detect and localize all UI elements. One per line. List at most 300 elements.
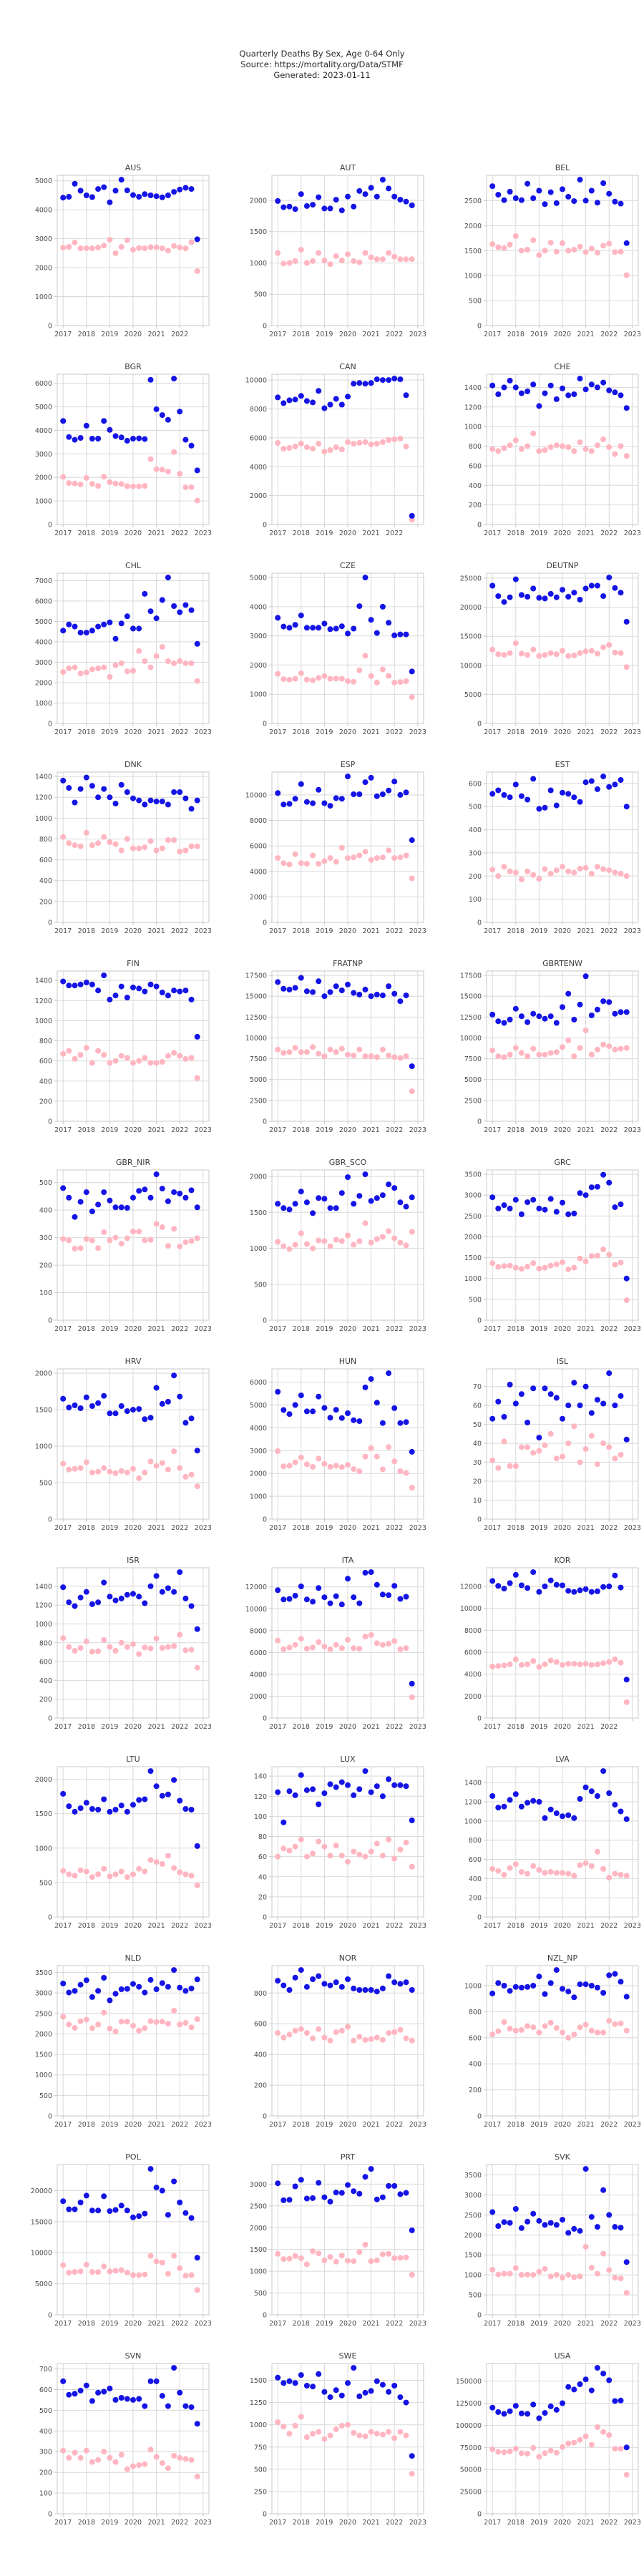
x-tick-label: 2017	[484, 331, 502, 338]
female-point	[351, 1645, 356, 1651]
y-tick-label: 0	[262, 322, 267, 331]
x-tick-label: 2019	[530, 1723, 548, 1731]
figure-generated: Generated: 2023-01-11	[273, 70, 371, 80]
x-tick-label: 2022	[600, 1524, 618, 1532]
y-tick-label: 0	[262, 2510, 267, 2519]
male-point	[160, 1793, 165, 1799]
subplot-svg-CZE	[215, 557, 429, 756]
y-tick-label: 800	[39, 1038, 52, 1045]
female-point	[321, 2035, 327, 2041]
x-tick-label: 2020	[553, 1723, 572, 1731]
female-point	[618, 444, 624, 449]
male-point	[495, 2223, 501, 2229]
female-point	[293, 1844, 298, 1850]
female-point	[89, 1874, 95, 1880]
male-point	[554, 1967, 560, 1973]
female-point	[560, 864, 565, 869]
female-point	[304, 444, 310, 450]
male-point	[600, 1768, 606, 1774]
female-point	[525, 869, 530, 874]
y-tick-label: 100	[39, 1289, 52, 1297]
subplot-title: NOR	[338, 1953, 357, 1963]
female-point	[554, 1262, 560, 1267]
female-point	[542, 248, 548, 253]
female-point	[502, 652, 507, 658]
male-point	[119, 434, 125, 440]
female-point	[287, 1463, 293, 1468]
female-point	[298, 1455, 304, 1460]
female-point	[89, 1649, 95, 1654]
male-point	[321, 205, 327, 211]
male-point	[89, 628, 95, 633]
x-tick-label: 2022	[600, 2320, 618, 2328]
male-point	[101, 1393, 107, 1399]
male-point	[328, 1415, 333, 1420]
male-point	[310, 1786, 316, 1792]
male-point	[280, 1205, 286, 1211]
male-point	[397, 197, 403, 203]
male-point	[78, 1199, 84, 1205]
female-point	[142, 658, 147, 664]
male-point	[612, 1402, 618, 1408]
x-tick-label: 2020	[124, 1922, 142, 1930]
female-point	[612, 1455, 618, 1461]
female-point	[391, 1855, 397, 1861]
male-point	[369, 1790, 374, 1795]
male-point	[195, 467, 200, 473]
male-point	[404, 392, 409, 398]
female-point	[171, 2253, 177, 2259]
female-point	[374, 1054, 380, 1060]
female-point	[101, 1637, 107, 1643]
female-point	[618, 249, 624, 255]
subplot-title: NZL_NP	[547, 1953, 578, 1963]
female-point	[136, 2273, 142, 2278]
x-tick-label: 2021	[147, 331, 165, 338]
female-point	[78, 1465, 84, 1471]
subplot-svg-HUN	[215, 1353, 429, 1552]
male-point	[142, 591, 147, 597]
male-point	[107, 1594, 112, 1599]
female-point	[339, 2253, 345, 2258]
female-point	[182, 1239, 188, 1245]
female-point	[345, 1637, 351, 1643]
female-point	[165, 2465, 171, 2471]
y-tick-label: 600	[253, 2020, 267, 2029]
female-point	[583, 648, 589, 654]
y-tick-label: 6000	[34, 380, 52, 389]
female-point	[148, 2253, 154, 2259]
female-point	[142, 1237, 147, 1243]
male-point	[583, 586, 589, 592]
x-tick-label: 2017	[269, 331, 287, 338]
female-point	[310, 2431, 316, 2436]
female-point	[530, 238, 536, 243]
male-point	[177, 610, 182, 615]
x-tick-label: 2023	[409, 728, 426, 736]
female-point	[502, 445, 507, 451]
y-tick-label: 2000	[34, 2031, 52, 2039]
male-point	[84, 2383, 89, 2389]
female-point	[536, 253, 542, 258]
y-tick-label: 1000	[464, 2271, 482, 2280]
subplot-SWE	[215, 2348, 429, 2547]
female-point	[489, 2267, 495, 2273]
male-point	[583, 197, 589, 203]
male-point	[495, 788, 501, 794]
male-point	[154, 2379, 160, 2384]
male-point	[345, 2182, 351, 2188]
male-point	[78, 1982, 84, 1988]
x-tick-label: 2019	[101, 728, 119, 736]
male-point	[333, 2190, 339, 2195]
female-point	[618, 2275, 624, 2281]
male-point	[571, 1589, 577, 1595]
x-tick-label: 2018	[507, 1126, 525, 1134]
y-tick-label: 2000	[464, 222, 482, 230]
male-point	[177, 1394, 182, 1400]
y-tick-label: 5000	[249, 1402, 267, 1410]
male-point	[589, 1788, 595, 1794]
male-point	[548, 1578, 554, 1584]
y-tick-label: 500	[253, 2466, 267, 2474]
y-tick-label: 0	[47, 1913, 52, 1922]
x-tick-label: 2021	[577, 1524, 595, 1532]
male-point	[101, 2193, 107, 2199]
male-point	[72, 624, 78, 630]
female-point	[189, 844, 195, 849]
y-tick-label: 5000	[464, 691, 482, 699]
female-point	[280, 2035, 286, 2041]
male-point	[530, 776, 536, 781]
y-tick-label: 2000	[249, 1693, 267, 1701]
x-tick-label: 2023	[409, 2519, 426, 2527]
female-point	[577, 1863, 583, 1868]
female-point	[154, 2258, 160, 2264]
male-point	[287, 1987, 293, 1993]
male-point	[275, 1201, 280, 1206]
x-tick-label: 2021	[362, 1126, 380, 1134]
female-point	[612, 1657, 618, 1662]
male-point	[125, 1809, 130, 1815]
female-point	[369, 1632, 374, 1638]
male-point	[142, 436, 147, 442]
male-point	[316, 625, 321, 630]
female-point	[542, 652, 548, 658]
female-point	[125, 2270, 130, 2275]
subplot-svg-ITA	[215, 1552, 429, 1751]
female-point	[310, 1246, 316, 1252]
female-point	[160, 1645, 165, 1651]
x-tick-label: 2019	[101, 2121, 119, 2129]
male-point	[84, 1800, 89, 1805]
female-point	[391, 254, 397, 260]
female-point	[542, 1052, 548, 1058]
x-tick-label: 2018	[292, 1922, 310, 1930]
male-point	[125, 613, 130, 619]
male-point	[280, 1407, 286, 1413]
male-point	[310, 2195, 316, 2201]
x-tick-label: 2020	[338, 331, 357, 338]
subplot-ISR	[0, 1552, 215, 1751]
female-point	[165, 1053, 171, 1059]
female-point	[600, 2251, 606, 2257]
female-point	[519, 1662, 525, 1668]
female-point	[530, 431, 536, 436]
male-point	[171, 1189, 177, 1195]
x-tick-label: 2020	[338, 2320, 357, 2328]
male-point	[125, 438, 130, 444]
male-point	[345, 1976, 351, 1982]
male-point	[530, 1798, 536, 1804]
male-point	[72, 437, 78, 443]
male-point	[565, 2230, 571, 2236]
female-point	[519, 1444, 525, 1450]
male-point	[275, 1587, 280, 1593]
female-point	[571, 1661, 577, 1667]
female-point	[502, 2019, 507, 2025]
x-tick-label: 2020	[124, 927, 142, 935]
female-point	[130, 668, 136, 673]
female-point	[171, 449, 177, 455]
male-point	[519, 391, 525, 396]
female-point	[397, 1646, 403, 1652]
male-point	[78, 2200, 84, 2205]
y-tick-label: 800	[468, 2008, 482, 2016]
subplot-title: SVN	[125, 2351, 142, 2361]
female-point	[374, 1640, 380, 1646]
male-point	[536, 1799, 542, 1805]
male-point	[310, 1599, 316, 1604]
female-point	[374, 256, 380, 262]
x-tick-label: 2021	[147, 1126, 165, 1134]
male-point	[513, 195, 519, 201]
y-tick-label: 2000	[249, 492, 267, 501]
y-tick-label: 20	[472, 1478, 482, 1486]
female-point	[391, 436, 397, 442]
female-point	[548, 650, 554, 656]
y-tick-label: 400	[468, 826, 482, 835]
y-tick-label: 0	[47, 2311, 52, 2320]
female-point	[316, 1639, 321, 1645]
y-tick-label: 200	[39, 2469, 52, 2477]
y-tick-label: 2500	[249, 2202, 267, 2211]
male-point	[165, 192, 171, 198]
male-point	[195, 2421, 200, 2426]
male-point	[409, 513, 415, 519]
y-tick-label: 2000	[34, 1370, 52, 1378]
female-point	[275, 1638, 280, 1644]
male-point	[363, 1385, 369, 1390]
male-point	[113, 1204, 119, 1210]
female-point	[195, 1883, 200, 1888]
female-point	[374, 1236, 380, 1242]
female-point	[171, 1865, 177, 1871]
female-point	[339, 845, 345, 851]
male-point	[565, 392, 571, 398]
y-tick-label: 1500	[34, 1406, 52, 1415]
female-point	[391, 1458, 397, 1464]
female-point	[182, 660, 188, 666]
male-point	[107, 200, 112, 205]
male-point	[125, 789, 130, 795]
y-tick-label: 1000	[249, 1493, 267, 1501]
male-point	[363, 779, 369, 785]
female-point	[380, 1853, 386, 1858]
female-point	[142, 483, 147, 489]
female-point	[107, 839, 112, 845]
female-point	[189, 660, 195, 666]
male-point	[345, 194, 351, 200]
female-point	[321, 449, 327, 454]
male-point	[95, 2390, 101, 2396]
male-point	[369, 993, 374, 999]
male-point	[95, 1599, 101, 1605]
male-point	[101, 972, 107, 978]
female-point	[363, 653, 369, 658]
x-tick-label: 2023	[194, 728, 212, 736]
female-point	[119, 244, 125, 250]
female-point	[66, 1467, 72, 1473]
female-point	[182, 484, 188, 490]
y-tick-label: 2000	[34, 679, 52, 688]
subplot-svg-DEUTNP	[429, 557, 644, 756]
y-tick-label: 0	[477, 1516, 482, 1524]
female-point	[409, 1694, 415, 1700]
male-point	[78, 786, 84, 792]
female-point	[189, 2273, 195, 2278]
female-point	[101, 474, 107, 479]
male-point	[148, 1768, 154, 1774]
male-point	[548, 2404, 554, 2409]
y-tick-label: 200	[468, 2087, 482, 2095]
x-tick-label: 2017	[269, 927, 287, 935]
x-tick-label: 2017	[54, 1922, 72, 1930]
male-point	[177, 789, 182, 795]
x-tick-label: 2019	[530, 2519, 548, 2527]
female-point	[369, 2036, 374, 2042]
x-tick-label: 2019	[530, 1325, 548, 1333]
male-point	[380, 1793, 386, 1799]
male-point	[182, 2404, 188, 2409]
female-point	[171, 1643, 177, 1649]
female-point	[618, 1260, 624, 1266]
male-point	[280, 1820, 286, 1825]
y-tick-label: 70	[472, 1383, 482, 1392]
female-point	[316, 1839, 321, 1845]
y-tick-label: 1200	[34, 794, 52, 802]
y-tick-label: 400	[39, 1206, 52, 1215]
male-point	[125, 995, 130, 1000]
male-point	[339, 1415, 345, 1421]
x-tick-label: 2017	[484, 2519, 502, 2527]
female-point	[369, 255, 374, 260]
male-point	[304, 1787, 310, 1793]
male-point	[154, 193, 160, 199]
female-point	[160, 2019, 165, 2024]
female-point	[363, 250, 369, 256]
female-point	[502, 1438, 507, 1444]
female-point	[333, 859, 339, 864]
x-tick-label: 2017	[269, 1524, 287, 1532]
female-point	[101, 1052, 107, 1058]
female-point	[182, 2020, 188, 2026]
male-point	[136, 2213, 142, 2219]
female-point	[409, 1485, 415, 1491]
y-tick-label: 2000	[34, 474, 52, 482]
female-point	[404, 1470, 409, 1476]
male-point	[328, 2199, 333, 2205]
x-tick-label: 2020	[338, 2121, 357, 2129]
female-point	[293, 676, 298, 682]
male-point	[595, 1985, 600, 1991]
male-point	[328, 1205, 333, 1211]
x-tick-label: 2023	[194, 1524, 212, 1532]
female-point	[356, 2433, 362, 2439]
male-point	[333, 1205, 339, 1211]
female-point	[125, 836, 130, 842]
male-point	[560, 2217, 565, 2223]
female-point	[333, 1049, 339, 1055]
y-tick-label: 0	[477, 2112, 482, 2121]
male-point	[542, 391, 548, 396]
male-point	[339, 796, 345, 801]
subplot-title: KOR	[554, 1556, 571, 1565]
y-tick-label: 250	[253, 2488, 267, 2497]
female-point	[154, 1636, 160, 1641]
female-point	[287, 2256, 293, 2262]
x-tick-label: 2019	[530, 927, 548, 935]
male-point	[345, 1782, 351, 1788]
female-point	[165, 2271, 171, 2277]
male-point	[525, 1984, 530, 1990]
subplot-AUT	[215, 160, 429, 358]
female-point	[310, 2036, 316, 2041]
male-point	[565, 594, 571, 600]
male-point	[577, 1587, 583, 1593]
y-tick-label: 10	[472, 1497, 482, 1505]
male-point	[113, 1410, 119, 1416]
male-point	[577, 1190, 583, 1196]
male-point	[316, 388, 321, 394]
y-tick-label: 600	[39, 1658, 52, 1667]
y-tick-label: 2000	[249, 661, 267, 670]
female-point	[397, 1055, 403, 1061]
female-point	[542, 867, 548, 872]
female-point	[125, 1874, 130, 1880]
x-tick-label: 2020	[553, 530, 572, 537]
female-point	[577, 2437, 583, 2443]
female-point	[351, 2038, 356, 2044]
male-point	[600, 593, 606, 599]
x-tick-label: 2018	[507, 2320, 525, 2328]
female-point	[560, 444, 565, 449]
male-point	[333, 983, 339, 989]
male-point	[182, 796, 188, 801]
y-tick-label: 3500	[34, 1969, 52, 1978]
x-tick-label: 2022	[386, 1723, 404, 1731]
male-point	[612, 389, 618, 395]
subplot-svg-ESP	[215, 756, 429, 955]
x-tick-label: 2023	[409, 927, 426, 935]
female-point	[507, 242, 513, 248]
male-point	[404, 992, 409, 998]
male-point	[310, 202, 316, 208]
female-point	[606, 2432, 612, 2438]
x-tick-label: 2019	[316, 2519, 333, 2527]
female-point	[165, 248, 171, 253]
y-tick-label: 10000	[245, 1605, 267, 1614]
